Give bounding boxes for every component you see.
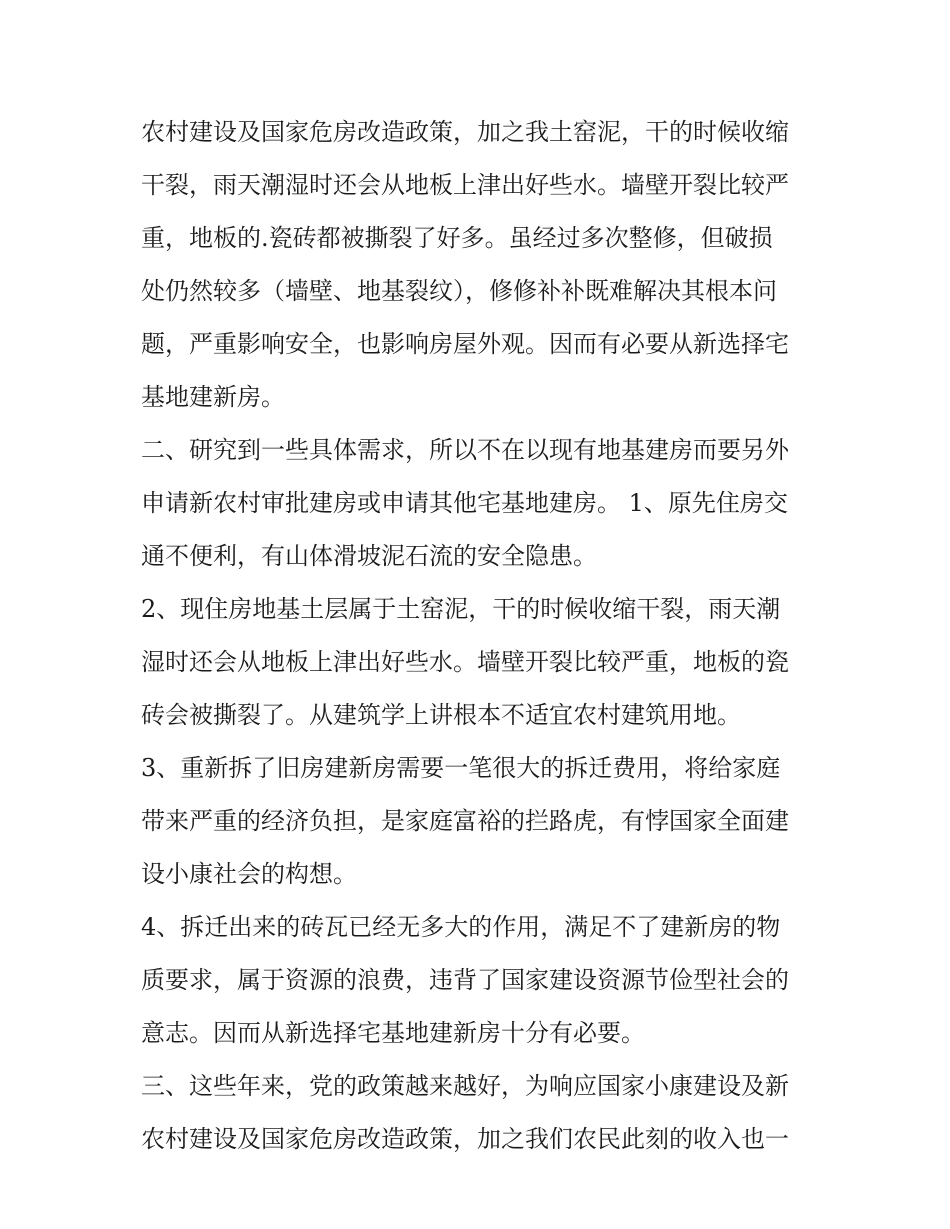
text-line: 质要求，属于资源的浪费，违背了国家建设资源节俭型社会的 (141, 966, 789, 994)
text-line: 农村建设及国家危房改造政策，加之我们农民此刻的收入也一 (141, 1125, 789, 1153)
text-line: 4、拆迁出来的砖瓦已经无多大的作用，满足不了建新房的物 (141, 913, 781, 941)
text-line: 2、现住房地基土层属于土窑泥，干的时候收缩干裂，雨天潮 (141, 595, 781, 623)
text-line: 重，地板的.瓷砖都被撕裂了好多。虽经过多次整修，但破损 (141, 224, 773, 252)
text-line: 题，严重影响安全，也影响房屋外观。因而有必要从新选择宅 (141, 330, 789, 358)
text-line: 通不便利，有山体滑坡泥石流的安全隐患。 (141, 542, 597, 570)
text-line: 农村建设及国家危房改造政策，加之我土窑泥，干的时候收缩 (141, 118, 789, 146)
text-line: 设小康社会的构想。 (141, 860, 357, 888)
text-line: 三、这些年来，党的政策越来越好，为响应国家小康建设及新 (141, 1072, 789, 1100)
text-line: 处仍然较多（墙壁、地基裂纹），修修补补既难解决其根本问 (141, 277, 777, 305)
text-line: 基地建新房。 (141, 383, 285, 411)
text-line: 申请新农村审批建房或申请其他宅基地建房。 1、原先住房交 (141, 489, 788, 517)
text-line: 湿时还会从地板上津出好些水。墙壁开裂比较严重，地板的瓷 (141, 648, 789, 676)
text-line: 干裂，雨天潮湿时还会从地板上津出好些水。墙壁开裂比较严 (141, 171, 789, 199)
text-line: 意志。因而从新选择宅基地建新房十分有必要。 (141, 1019, 645, 1047)
text-line: 带来严重的经济负担，是家庭富裕的拦路虎，有悖国家全面建 (141, 807, 789, 835)
document-body (141, 106, 816, 1166)
text-line: 二、研究到一些具体需求，所以不在以现有地基建房而要另外 (141, 436, 789, 464)
text-line: 砖会被撕裂了。从建筑学上讲根本不适宜农村建筑用地。 (141, 701, 741, 729)
text-line: 3、重新拆了旧房建新房需要一笔很大的拆迁费用，将给家庭 (141, 754, 781, 782)
